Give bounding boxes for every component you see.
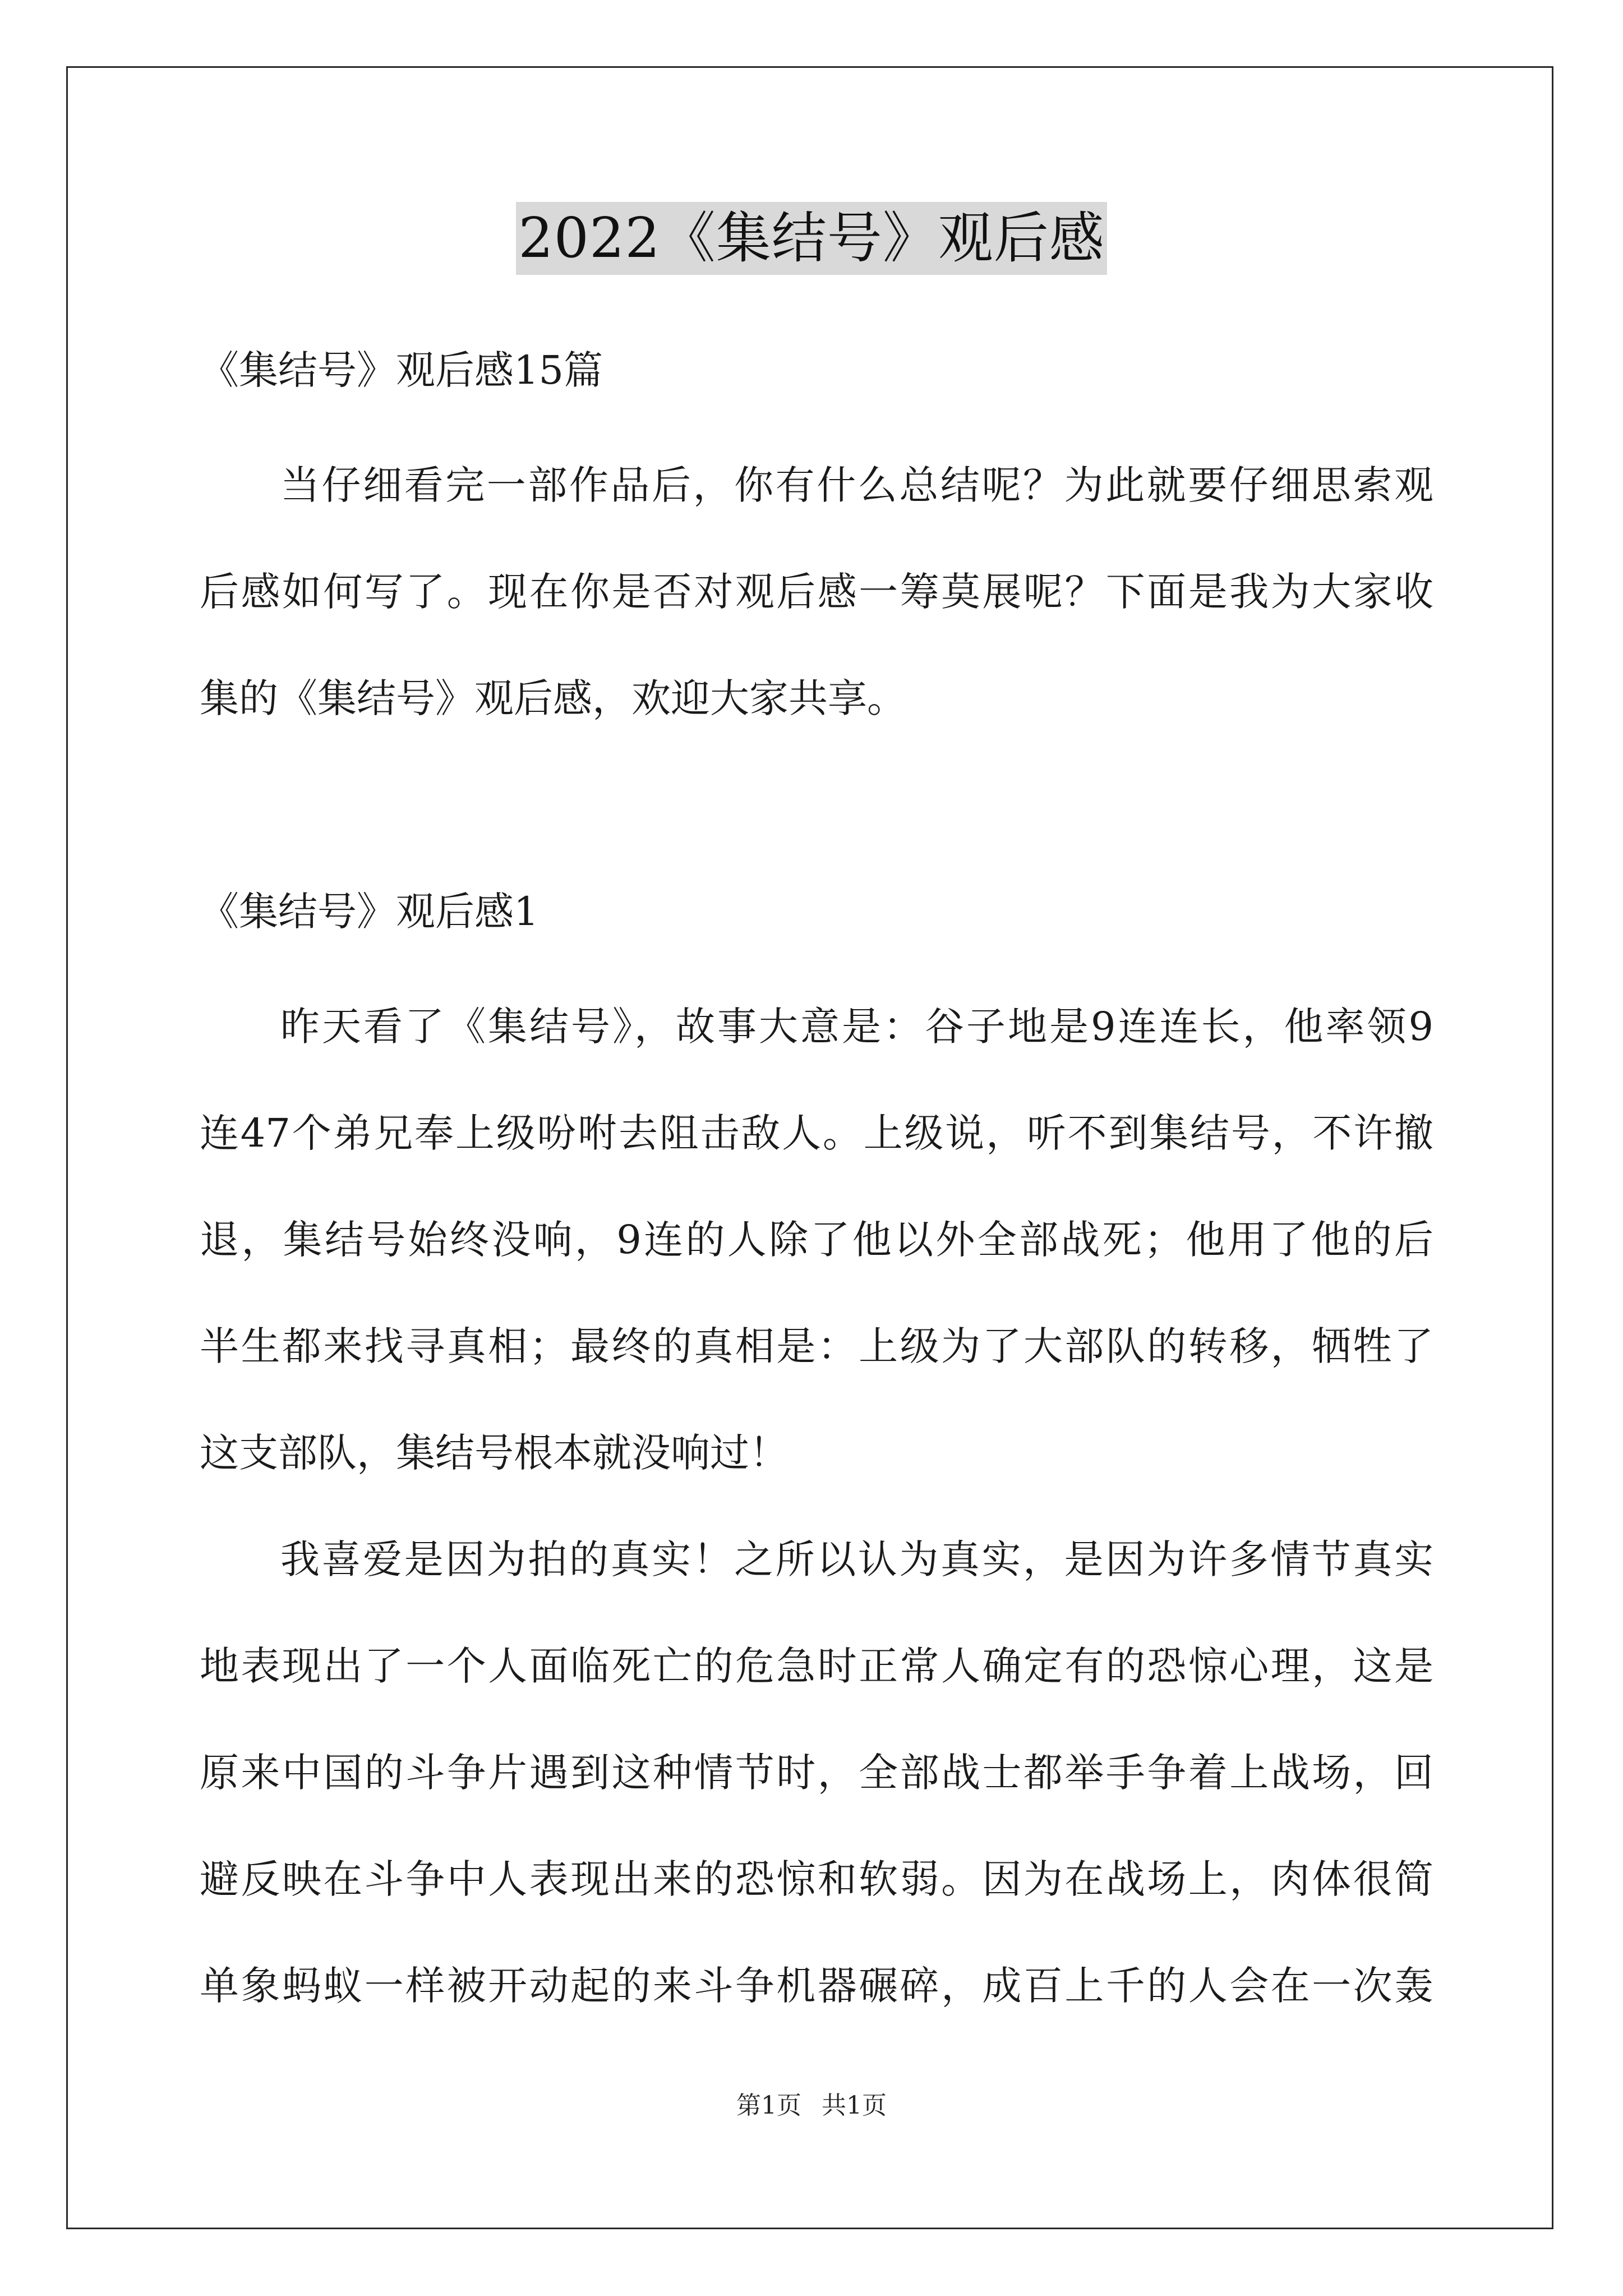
section-heading: 《集结号》观后感1 (200, 889, 539, 935)
paragraph-line: 退，集结号始终没响，9连的人除了他以外全部战死；他用了他的后 (200, 1217, 1433, 1263)
paragraph-line: 避反映在斗争中人表现出来的恐惊和软弱。因为在战场上，肉体很简 (200, 1856, 1433, 1902)
intro-line: 当仔细看完一部作品后，你有什么总结呢？为此就要仔细思索观 (280, 462, 1433, 508)
paragraph-line: 昨天看了《集结号》，故事大意是：谷子地是9连连长，他率领9 (280, 1004, 1433, 1050)
paragraph-line: 原来中国的斗争片遇到这种情节时，全部战士都举手争着上战场，回 (200, 1750, 1433, 1796)
page-number: 第1页 (736, 2091, 801, 2120)
paragraph-line: 我喜爱是因为拍的真实！之所以认为真实，是因为许多情节真实 (280, 1536, 1433, 1582)
title-container (0, 202, 1623, 275)
paragraph-line: 地表现出了一个人面临死亡的危急时正常人确定有的恐惊心理，这是 (200, 1643, 1433, 1689)
document-title: 2022《集结号》观后感 (516, 202, 1106, 275)
intro-line: 集的《集结号》观后感，欢迎大家共享。 (200, 675, 906, 721)
page-total: 共1页 (822, 2091, 887, 2120)
paragraph-line: 半生都来找寻真相；最终的真相是：上级为了大部队的转移，牺牲了 (200, 1323, 1433, 1369)
subtitle: 《集结号》观后感15篇 (200, 347, 603, 393)
paragraph-line: 连47个弟兄奉上级吩咐去阻击敌人。上级说，听不到集结号，不许撤 (200, 1110, 1433, 1156)
intro-line: 后感如何写了。现在你是否对观后感一筹莫展呢？下面是我为大家收 (200, 569, 1433, 615)
paragraph-line: 这支部队，集结号根本就没响过！ (200, 1430, 789, 1476)
page-footer (0, 2089, 1623, 2123)
paragraph-line: 单象蚂蚁一样被开动起的来斗争机器碾碎，成百上千的人会在一次轰 (200, 1963, 1433, 2009)
